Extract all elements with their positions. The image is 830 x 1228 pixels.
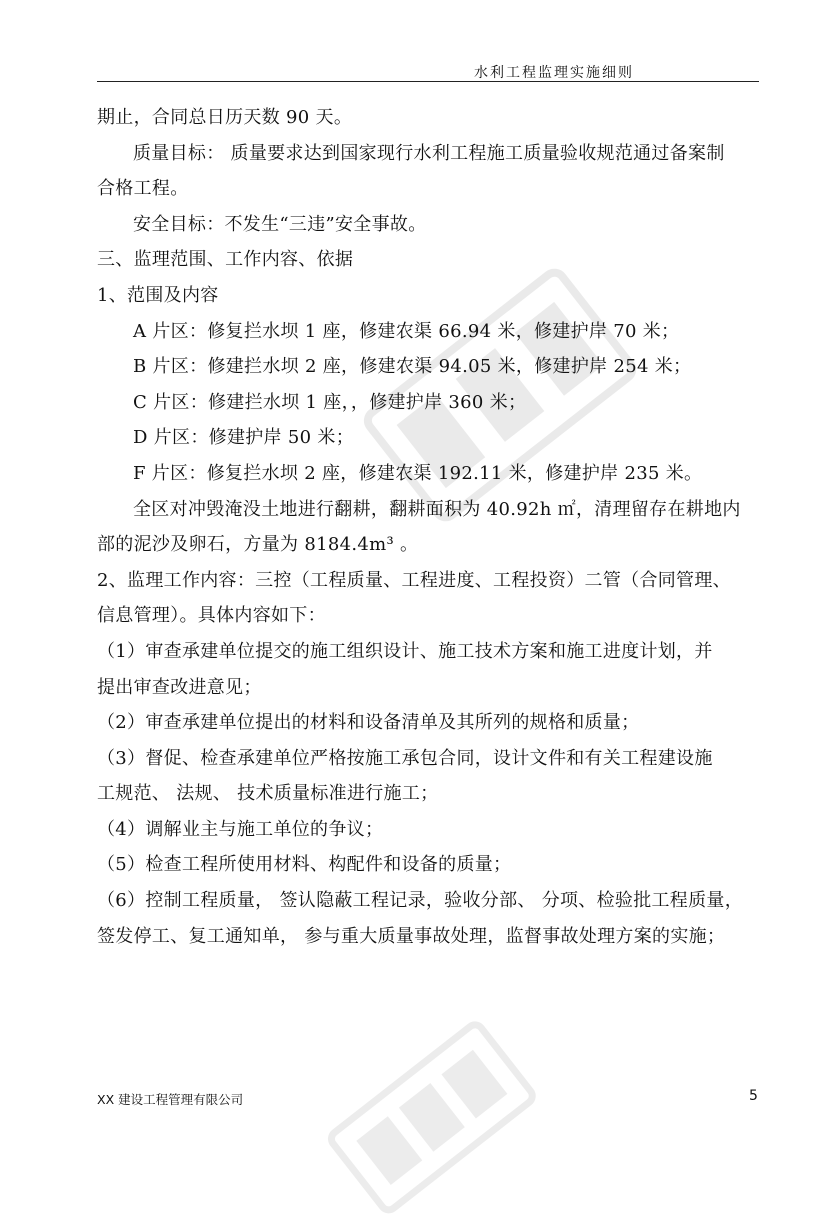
list-item-continuation: 工规范、 法规、 技术质量标准进行施工； bbox=[97, 783, 439, 805]
safety-goal-line: 安全目标：不发生“三违”安全事故。 bbox=[133, 213, 427, 235]
quality-goal-line: 质量目标： 质量要求达到国家现行水利工程施工质量验收规范通过备案制 bbox=[133, 142, 725, 164]
paragraph-line: 合格工程。 bbox=[97, 178, 189, 200]
page-number: 5 bbox=[749, 1088, 758, 1104]
list-item: （2）审查承建单位提出的材料和设备清单及其所列的规格和质量； bbox=[97, 712, 640, 734]
list-item: （5）检查工程所使用材料、构配件和设备的质量； bbox=[97, 854, 512, 876]
zone-b-line: B 片区：修建拦水坝 2 座，修建农渠 94.05 米，修建护岸 254 米； bbox=[133, 356, 692, 378]
paragraph-line: 期止，合同总日历天数 90 天。 bbox=[97, 107, 353, 128]
subsection-heading: 1、范围及内容 bbox=[97, 284, 219, 306]
watermark-stamp-icon-bottom bbox=[311, 1002, 549, 1228]
paragraph-line: 全区对冲毁淹没土地进行翻耕，翻耕面积为 40.92h ㎡，清理留存在耕地内 bbox=[133, 498, 741, 520]
footer-company-name: XX 建设工程管理有限公司 bbox=[97, 1092, 244, 1107]
zone-f-line: F 片区：修复拦水坝 2 座，修建农渠 192.11 米，修建护岸 235 米。 bbox=[133, 462, 703, 484]
list-item: （1）审查承建单位提交的施工组织设计、施工技术方案和施工进度计划，并 bbox=[97, 640, 713, 662]
list-item: （3）督促、检查承建单位严格按施工承包合同，设计文件和有关工程建设施 bbox=[97, 747, 713, 769]
section-heading: 三、监理范围、工作内容、依据 bbox=[97, 249, 354, 271]
list-item-continuation: 提出审查改进意见； bbox=[97, 676, 262, 698]
paragraph-line: 信息管理）。具体内容如下： bbox=[97, 605, 326, 627]
subsection-heading: 2、监理工作内容：三控（工程质量、工程进度、工程投资）二管（合同管理、 bbox=[97, 569, 731, 591]
running-header-title: 水利工程监理实施细则 bbox=[474, 65, 634, 81]
list-item: （4）调解业主与施工单位的争议； bbox=[97, 818, 384, 840]
body-text bbox=[97, 100, 767, 954]
paragraph-line: 部的泥沙及卵石，方量为 8184.4m³ 。 bbox=[97, 534, 419, 556]
list-item-continuation: 签发停工、复工通知单， 参与重大质量事故处理，监督事故处理方案的实施； bbox=[97, 925, 726, 947]
list-item: （6）控制工程质量， 签认隐蔽工程记录，验收分部、 分项、检验批工程质量， bbox=[97, 890, 743, 912]
zone-a-line: A 片区：修复拦水坝 1 座，修建农渠 66.94 米，修建护岸 70 米； bbox=[133, 320, 680, 342]
header-divider bbox=[97, 81, 759, 82]
zone-c-line: C 片区：修建拦水坝 1 座，，修建护岸 360 米； bbox=[133, 391, 527, 413]
zone-d-line: D 片区：修建护岸 50 米； bbox=[133, 427, 354, 449]
